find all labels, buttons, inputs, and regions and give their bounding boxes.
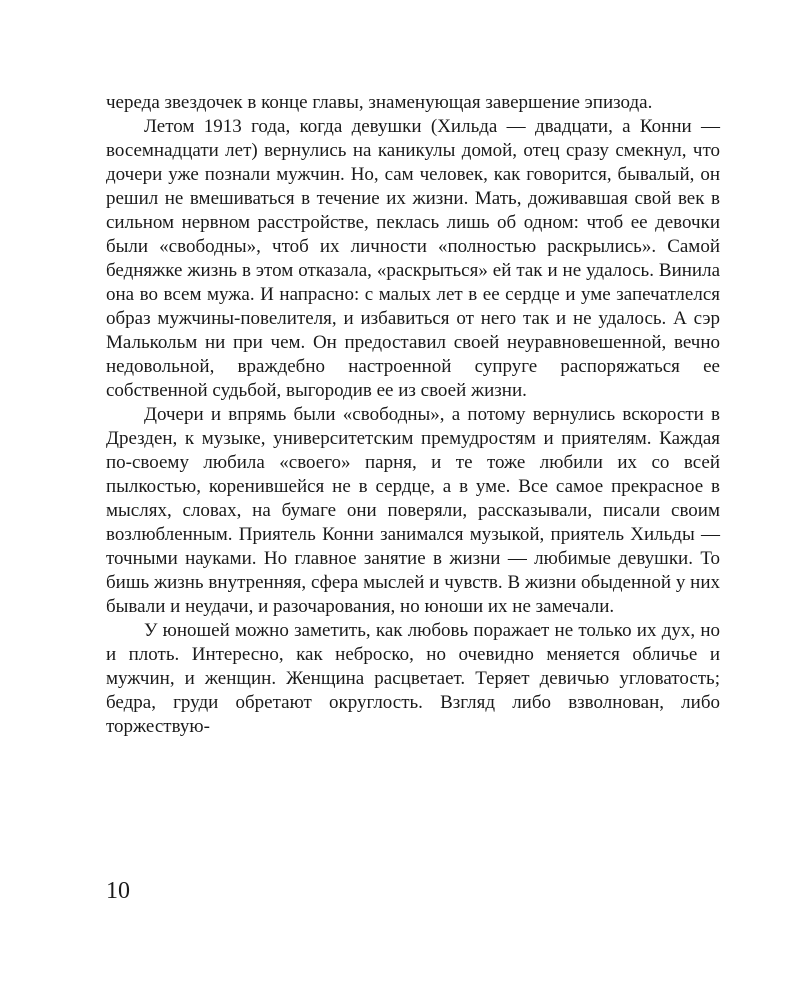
paragraph-2: Летом 1913 года, когда девушки (Хильда — двадцати, а Конни — восемнадцати лет) вернулись на каникулы домой, отец сразу смекнул, что дочери уже познали мужчин. Но, сам человек, как говорится, бывалый, он решил не вмешиваться в течение их жизни. Мать, доживавшая свой век в сильном нервном расстройстве, пеклась лишь об одном: чтоб ее девочки были «свободны», чтоб их личности «полностью раскрылись». Самой бедняжке жизнь в этом отказала, «раскрыться» ей так и не удалось. Винила она во всем мужа. И напрасно: с малых лет в ее сердце и уме запечатлелся образ мужчины-повелителя, и избавиться от него так и не удалось. А сэр Малькольм ни при чем. Он предоставил своей неуравновешенной, вечно недовольной, враждебно настроенной супруге распоряжаться ее собственной судьбой, выгородив ее из своей жизни. bbox=[106, 116, 720, 401]
page-number: 10 bbox=[106, 878, 130, 904]
paragraph-3: Дочери и впрямь были «свободны», а потому вернулись вскорости в Дрезден, к музыке, университетским премудростям и приятелям. Каждая по-своему любила «своего» парня, и те тоже любили их со всей пылкостью, коренившейся не в сердце, а в уме. Все самое прекрасное в мыслях, словах, на бумаге они поверяли, рассказывали, писали своим возлюбленным. Приятель Конни занимался музыкой, приятель Хильды — точными науками. Но главное занятие в жизни — любимые девушки. То бишь жизнь внутренняя, сфера мыслей и чувств. В жизни обыденной у них бывали и неудачи, и разочарования, но юноши их не замечали. bbox=[106, 404, 720, 617]
page-body bbox=[106, 91, 720, 739]
paragraph-4: У юношей можно заметить, как любовь поражает не только их дух, но и плоть. Интересно, как неброско, но очевидно меняется обличье и мужчин, и женщин. Женщина расцветает. Теряет девичью угловатость; бедра, груди обретают округлость. Взгляд либо взволнован, либо торжествую- bbox=[106, 620, 720, 737]
paragraph-1: череда звездочек в конце главы, знаменующая завершение эпизода. bbox=[106, 92, 653, 113]
